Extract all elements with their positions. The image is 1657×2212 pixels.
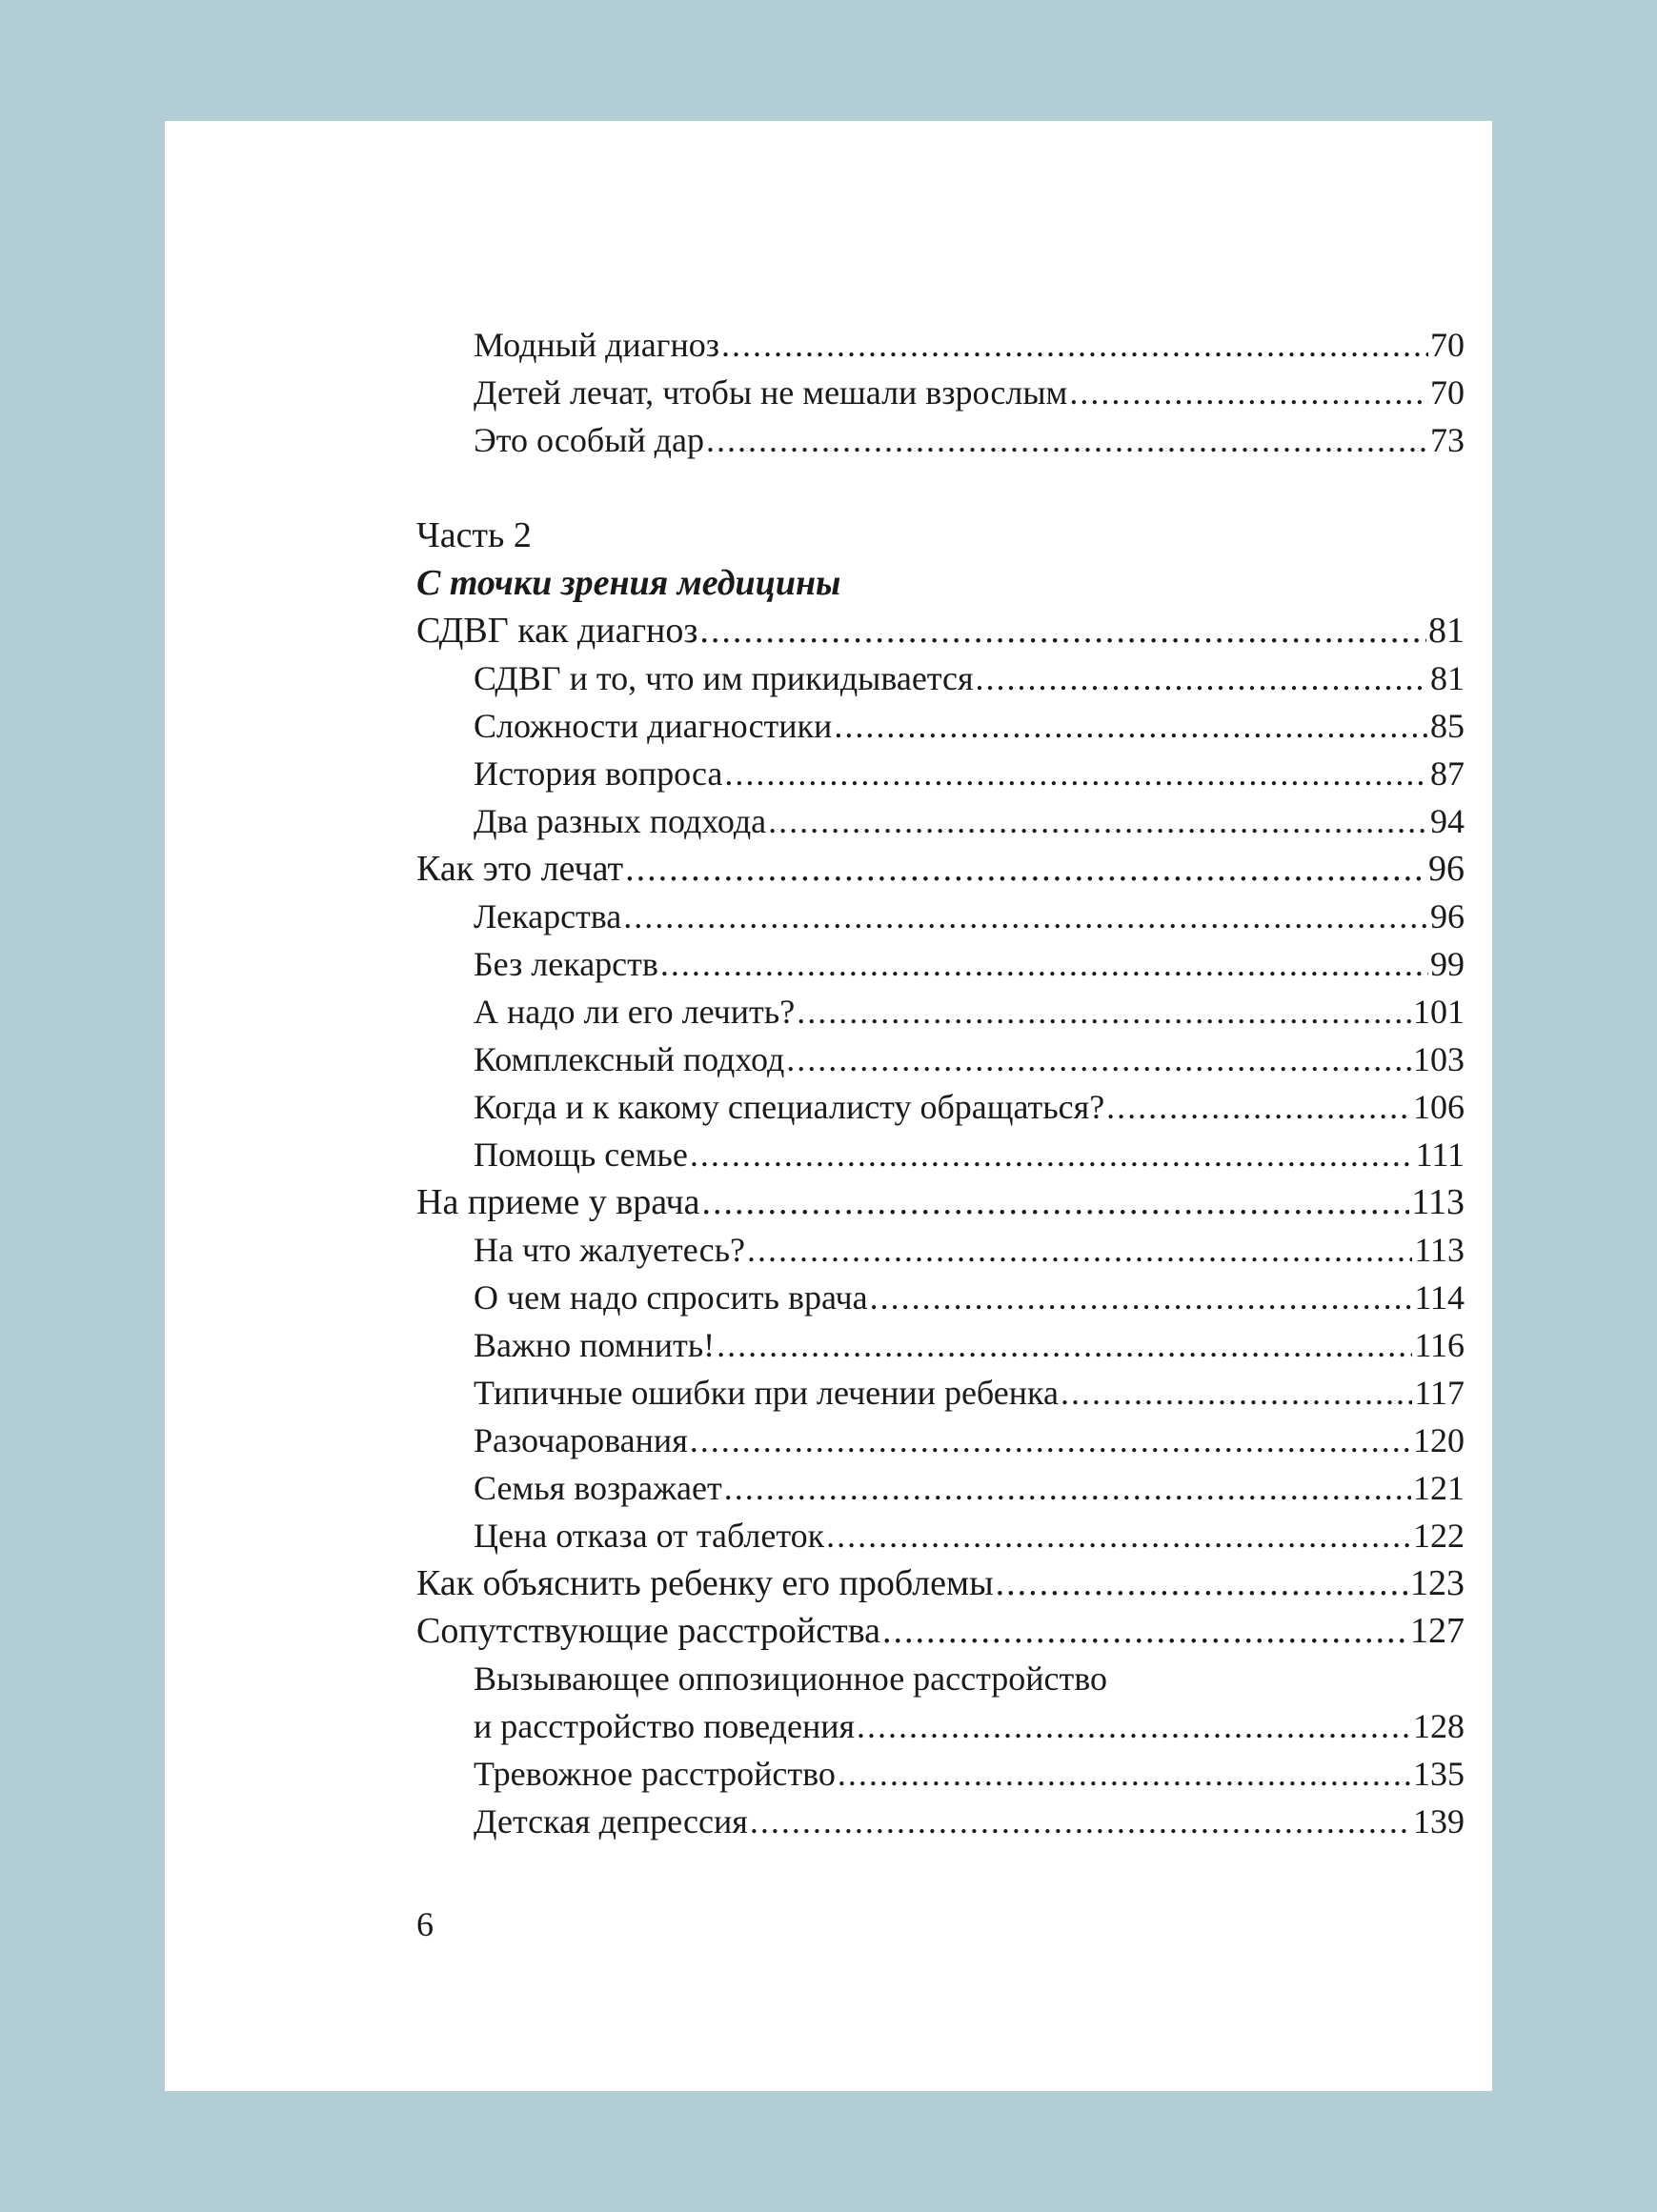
toc-entry-line2	[416, 1702, 1465, 1750]
page-number: 6	[416, 1905, 434, 1943]
dot-leader	[623, 893, 1428, 940]
toc-entry	[416, 797, 1465, 845]
toc-entry-title: Детей лечат, чтобы не мешали взрослым	[474, 373, 1068, 412]
toc-entry	[416, 1226, 1465, 1274]
toc-entry-page: 101	[1413, 993, 1465, 1031]
toc-entry	[416, 988, 1465, 1036]
dot-leader	[1069, 369, 1428, 416]
toc-entry-page: 106	[1413, 1088, 1465, 1126]
dot-leader	[838, 1750, 1411, 1798]
toc-section-title: Как объяснить ребенку его проблемы	[416, 1563, 994, 1603]
toc-entry-title: Помощь семье	[474, 1136, 688, 1174]
toc-entry-page: 135	[1413, 1755, 1465, 1793]
toc-entry-title: Типичные ошибки при лечении ребенка	[474, 1374, 1059, 1412]
toc-entry-page: 87	[1430, 754, 1465, 793]
dot-leader	[786, 1036, 1411, 1083]
toc-entry-page: 96	[1430, 897, 1465, 935]
toc-entry	[416, 940, 1465, 988]
part-label: Часть 2	[416, 515, 532, 555]
toc-section-page: 81	[1428, 611, 1465, 651]
toc-entry	[416, 369, 1465, 416]
toc-section	[416, 1607, 1465, 1655]
spacer	[416, 464, 1465, 512]
toc-entry-line1	[416, 1655, 1465, 1702]
dot-leader	[750, 1798, 1411, 1845]
toc-entry	[416, 654, 1465, 702]
toc-entry-title: и расстройство поведения	[474, 1707, 856, 1745]
dot-leader	[870, 1274, 1413, 1321]
toc-section-page: 123	[1410, 1563, 1465, 1603]
toc-entry	[416, 1369, 1465, 1417]
dot-leader	[834, 702, 1428, 750]
toc-entry-title: Сложности диагностики	[474, 707, 833, 745]
toc-entry	[416, 1274, 1465, 1321]
toc-entry-title: Детская депрессия	[474, 1802, 748, 1840]
toc-entry-page: 114	[1414, 1278, 1465, 1317]
part-title: С точки зрения медицины	[416, 563, 841, 603]
dot-leader	[996, 1559, 1408, 1607]
toc-section-page: 96	[1428, 849, 1465, 889]
toc-entry-title: Разочарования	[474, 1421, 688, 1459]
toc-entry	[416, 1036, 1465, 1083]
toc-entry-page: 99	[1430, 945, 1465, 983]
toc-entry-page: 70	[1430, 373, 1465, 412]
dot-leader	[717, 1321, 1412, 1369]
dot-leader	[702, 1178, 1410, 1226]
toc-entry-page: 70	[1430, 326, 1465, 364]
toc-entry	[416, 321, 1465, 369]
dot-leader	[768, 797, 1428, 845]
toc-entry-title: История вопроса	[474, 754, 723, 793]
toc-entry-page: 121	[1413, 1469, 1465, 1507]
toc-entry-page: 139	[1413, 1802, 1465, 1840]
toc-entry	[416, 750, 1465, 797]
toc-entry	[416, 1321, 1465, 1369]
toc-entry-title: Важно помнить!	[474, 1326, 716, 1364]
toc-entry	[416, 1798, 1465, 1845]
toc-entry-title: Лекарства	[474, 897, 622, 935]
toc-entry	[416, 1083, 1465, 1131]
toc-entry-title: СДВГ и то, что им прикидывается	[474, 659, 974, 697]
dot-leader	[724, 750, 1428, 797]
book-page	[165, 121, 1492, 2091]
toc-entry	[416, 702, 1465, 750]
toc-entry-title: Семья возражает	[474, 1469, 722, 1507]
dot-leader	[882, 1607, 1408, 1655]
toc-entry-title: Без лекарств	[474, 945, 658, 983]
toc-entry	[416, 1750, 1465, 1798]
table-of-contents	[416, 321, 1465, 1845]
dot-leader	[826, 1512, 1411, 1559]
dot-leader	[724, 1464, 1411, 1512]
toc-entry-page: 120	[1413, 1421, 1465, 1459]
toc-entry-title: Модный диагноз	[474, 326, 719, 364]
toc-entry-page: 116	[1414, 1326, 1465, 1364]
toc-entry-page: 103	[1413, 1040, 1465, 1078]
toc-entry	[416, 1512, 1465, 1559]
toc-entry-title: А надо ли его лечить?	[474, 993, 796, 1031]
dot-leader	[797, 988, 1411, 1036]
toc-section-title: Как это лечат	[416, 849, 624, 889]
toc-section-title: Сопутствующие расстройства	[416, 1611, 881, 1651]
toc-entry-page: 113	[1414, 1231, 1465, 1269]
toc-section	[416, 845, 1465, 893]
dot-leader	[1106, 1083, 1411, 1131]
toc-entry-page: 73	[1430, 421, 1465, 459]
toc-entry	[416, 1131, 1465, 1178]
toc-entry	[416, 1464, 1465, 1512]
dot-leader	[747, 1226, 1412, 1274]
toc-section	[416, 607, 1465, 654]
toc-entry-page: 111	[1415, 1136, 1465, 1174]
toc-entry	[416, 1417, 1465, 1464]
toc-entry-page: 117	[1414, 1374, 1465, 1412]
toc-entry-page: 85	[1430, 707, 1465, 745]
toc-entry-title: Цена отказа от таблеток	[474, 1517, 825, 1555]
toc-entry-title: Когда и к какому специалисту обращаться?	[474, 1088, 1105, 1126]
toc-entry-title: Тревожное расстройство	[474, 1755, 836, 1793]
dot-leader	[699, 607, 1426, 654]
dot-leader	[1061, 1369, 1412, 1417]
toc-entry-page: 128	[1413, 1707, 1465, 1745]
toc-entry-title: Два разных подхода	[474, 802, 767, 840]
toc-section-page: 127	[1410, 1611, 1465, 1651]
dot-leader	[721, 321, 1428, 369]
dot-leader	[706, 416, 1428, 464]
toc-entry-page: 94	[1430, 802, 1465, 840]
toc-entry-title: О чем надо спросить врача	[474, 1278, 868, 1317]
dot-leader	[976, 654, 1428, 702]
toc-section-title: СДВГ как диагноз	[416, 611, 698, 651]
toc-section	[416, 1178, 1465, 1226]
toc-section-title: На приеме у врача	[416, 1182, 700, 1222]
toc-entry-page: 122	[1413, 1517, 1465, 1555]
toc-entry-title: Вызывающее оппозиционное расстройство	[474, 1659, 1108, 1698]
toc-entry-title: Это особый дар	[474, 421, 704, 459]
toc-section	[416, 1559, 1465, 1607]
dot-leader	[660, 940, 1428, 988]
toc-entry-page: 81	[1430, 659, 1465, 697]
dot-leader	[690, 1417, 1411, 1464]
toc-section-page: 113	[1411, 1182, 1465, 1222]
dot-leader	[625, 845, 1426, 893]
toc-entry-title: На что жалуетесь?	[474, 1231, 745, 1269]
toc-entry	[416, 416, 1465, 464]
toc-entry-title: Комплексный подход	[474, 1040, 785, 1078]
dot-leader	[857, 1702, 1411, 1750]
dot-leader	[690, 1131, 1414, 1178]
toc-entry	[416, 893, 1465, 940]
